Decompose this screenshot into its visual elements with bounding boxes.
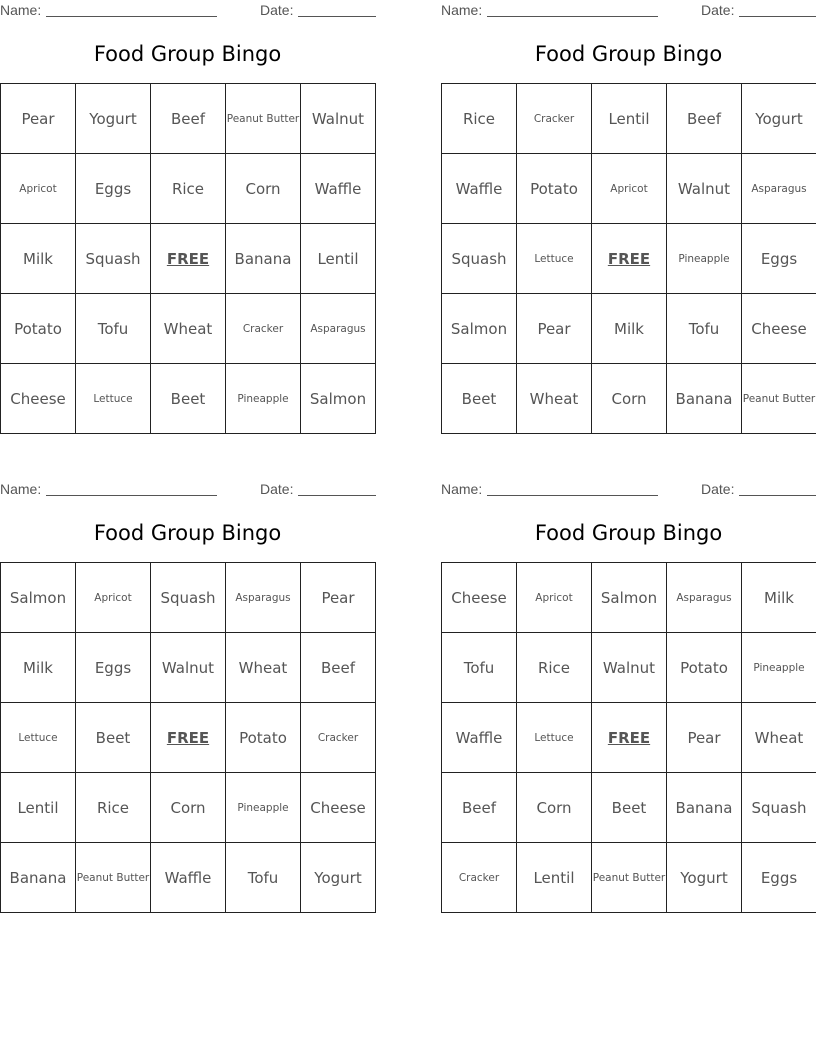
bingo-cell[interactable]: Rice xyxy=(151,154,226,224)
bingo-cell[interactable]: Waffle xyxy=(442,154,517,224)
bingo-cell[interactable]: Beet xyxy=(76,703,151,773)
bingo-cell[interactable]: Lentil xyxy=(592,84,667,154)
name-date-row xyxy=(0,0,375,20)
date-field-line[interactable] xyxy=(739,495,816,496)
bingo-row xyxy=(442,773,816,843)
bingo-cell[interactable]: Walnut xyxy=(592,633,667,703)
bingo-cell[interactable]: Apricot xyxy=(1,154,76,224)
bingo-cell[interactable]: Beef xyxy=(301,633,376,703)
bingo-cell[interactable]: Potato xyxy=(1,294,76,364)
bingo-cell[interactable]: Walnut xyxy=(667,154,742,224)
bingo-cell[interactable]: Squash xyxy=(151,563,226,633)
date-label: Date: xyxy=(701,481,735,497)
bingo-cell[interactable]: Waffle xyxy=(442,703,517,773)
bingo-cell[interactable]: Waffle xyxy=(301,154,376,224)
bingo-row xyxy=(1,294,376,364)
bingo-cell[interactable]: Lettuce xyxy=(517,703,592,773)
bingo-cell[interactable]: Peanut Butter xyxy=(592,843,667,913)
bingo-cell[interactable]: Peanut Butter xyxy=(742,364,816,434)
bingo-row xyxy=(442,703,816,773)
bingo-cell[interactable]: Tofu xyxy=(442,633,517,703)
bingo-cell[interactable]: Asparagus xyxy=(742,154,816,224)
bingo-cell[interactable]: Tofu xyxy=(667,294,742,364)
bingo-cell[interactable]: Potato xyxy=(517,154,592,224)
bingo-cell[interactable]: Eggs xyxy=(76,154,151,224)
bingo-cell[interactable]: Cheese xyxy=(301,773,376,843)
bingo-cell[interactable]: Lentil xyxy=(1,773,76,843)
bingo-cell[interactable]: Milk xyxy=(1,224,76,294)
bingo-cell[interactable]: Lettuce xyxy=(1,703,76,773)
bingo-row xyxy=(1,633,376,703)
bingo-grid xyxy=(0,83,376,434)
bingo-cell[interactable]: Yogurt xyxy=(667,843,742,913)
bingo-row xyxy=(442,364,816,434)
bingo-cell[interactable]: Asparagus xyxy=(667,563,742,633)
name-date-row xyxy=(441,479,816,499)
bingo-cell[interactable]: Apricot xyxy=(76,563,151,633)
name-date-row xyxy=(0,479,375,499)
name-label: Name: xyxy=(441,2,483,18)
bingo-cell[interactable]: Cheese xyxy=(442,563,517,633)
bingo-cell[interactable]: Pineapple xyxy=(226,364,301,434)
bingo-cell[interactable]: Corn xyxy=(226,154,301,224)
bingo-cell[interactable]: Wheat xyxy=(517,364,592,434)
bingo-row xyxy=(1,563,376,633)
name-label: Name: xyxy=(0,481,42,497)
bingo-cell[interactable]: Lentil xyxy=(301,224,376,294)
bingo-cell[interactable]: Cracker xyxy=(226,294,301,364)
bingo-cell[interactable]: Squash xyxy=(76,224,151,294)
bingo-cell[interactable]: Banana xyxy=(667,773,742,843)
bingo-cell[interactable]: Potato xyxy=(226,703,301,773)
name-date-row xyxy=(441,0,816,20)
bingo-cell[interactable]: Corn xyxy=(517,773,592,843)
bingo-row xyxy=(442,154,816,224)
bingo-cell[interactable]: Wheat xyxy=(742,703,816,773)
bingo-cell[interactable]: Apricot xyxy=(517,563,592,633)
bingo-cell[interactable]: Wheat xyxy=(151,294,226,364)
bingo-cell[interactable]: Potato xyxy=(667,633,742,703)
card-title: Food Group Bingo xyxy=(534,521,723,545)
bingo-cell[interactable]: Squash xyxy=(742,773,816,843)
bingo-cell[interactable]: Eggs xyxy=(76,633,151,703)
name-field-line[interactable] xyxy=(46,495,217,496)
bingo-cell[interactable]: Pear xyxy=(667,703,742,773)
name-field-line[interactable] xyxy=(487,16,658,17)
bingo-cell[interactable]: Banana xyxy=(667,364,742,434)
bingo-row xyxy=(442,843,816,913)
bingo-cell[interactable]: Banana xyxy=(1,843,76,913)
bingo-cell[interactable]: Asparagus xyxy=(301,294,376,364)
bingo-grid xyxy=(441,562,816,913)
bingo-cell[interactable]: Eggs xyxy=(742,224,816,294)
bingo-card xyxy=(0,0,375,435)
bingo-grid xyxy=(0,562,376,913)
name-label: Name: xyxy=(0,2,42,18)
bingo-cell[interactable]: Beet xyxy=(151,364,226,434)
bingo-cell[interactable]: Cracker xyxy=(301,703,376,773)
bingo-row xyxy=(1,154,376,224)
bingo-cell[interactable]: Salmon xyxy=(301,364,376,434)
bingo-cell[interactable]: Walnut xyxy=(151,633,226,703)
name-label: Name: xyxy=(441,481,483,497)
name-field-line[interactable] xyxy=(487,495,658,496)
bingo-cell[interactable]: Lentil xyxy=(517,843,592,913)
free-space-cell[interactable]: FREE xyxy=(151,224,226,294)
bingo-row xyxy=(1,703,376,773)
bingo-cell[interactable]: Yogurt xyxy=(76,84,151,154)
bingo-card xyxy=(0,479,375,914)
bingo-cell[interactable]: Yogurt xyxy=(742,84,816,154)
bingo-cell[interactable]: Pineapple xyxy=(226,773,301,843)
free-space-cell[interactable]: FREE xyxy=(592,224,667,294)
bingo-grid xyxy=(441,83,816,434)
bingo-cell[interactable]: Salmon xyxy=(592,563,667,633)
bingo-cell[interactable]: Waffle xyxy=(151,843,226,913)
bingo-cell[interactable]: Rice xyxy=(442,84,517,154)
bingo-row xyxy=(442,84,816,154)
name-field-line[interactable] xyxy=(46,16,217,17)
bingo-row xyxy=(442,294,816,364)
bingo-cell[interactable]: Salmon xyxy=(442,294,517,364)
bingo-cell[interactable]: Beet xyxy=(442,364,517,434)
bingo-cell[interactable]: Eggs xyxy=(742,843,816,913)
free-space-cell[interactable]: FREE xyxy=(151,703,226,773)
bingo-row xyxy=(442,563,816,633)
bingo-cell[interactable]: Beef xyxy=(151,84,226,154)
bingo-cell[interactable]: Cracker xyxy=(517,84,592,154)
bingo-cell[interactable]: Salmon xyxy=(1,563,76,633)
bingo-cell[interactable]: Peanut Butter xyxy=(226,84,301,154)
bingo-cell[interactable]: Pineapple xyxy=(742,633,816,703)
bingo-cell[interactable]: Pineapple xyxy=(667,224,742,294)
bingo-cell[interactable]: Corn xyxy=(151,773,226,843)
bingo-cell[interactable]: Beef xyxy=(667,84,742,154)
bingo-row xyxy=(1,773,376,843)
bingo-cell[interactable]: Milk xyxy=(1,633,76,703)
bingo-cell[interactable]: Cheese xyxy=(1,364,76,434)
date-label: Date: xyxy=(260,2,294,18)
date-field-line[interactable] xyxy=(739,16,816,17)
date-label: Date: xyxy=(701,2,735,18)
bingo-cell[interactable]: Squash xyxy=(442,224,517,294)
bingo-cell[interactable]: Yogurt xyxy=(301,843,376,913)
bingo-cell[interactable]: Wheat xyxy=(226,633,301,703)
bingo-row xyxy=(1,84,376,154)
bingo-cell[interactable]: Pear xyxy=(1,84,76,154)
bingo-cell[interactable]: Lettuce xyxy=(517,224,592,294)
card-title: Food Group Bingo xyxy=(93,42,282,66)
free-space-cell[interactable]: FREE xyxy=(592,703,667,773)
bingo-row xyxy=(1,224,376,294)
bingo-cell[interactable]: Milk xyxy=(742,563,816,633)
bingo-cell[interactable]: Corn xyxy=(592,364,667,434)
bingo-cell[interactable]: Lettuce xyxy=(76,364,151,434)
bingo-cell[interactable]: Pear xyxy=(301,563,376,633)
bingo-row xyxy=(1,843,376,913)
date-field-line[interactable] xyxy=(298,495,376,496)
card-title: Food Group Bingo xyxy=(93,521,282,545)
date-field-line[interactable] xyxy=(298,16,376,17)
bingo-row xyxy=(1,364,376,434)
bingo-cell[interactable]: Peanut Butter xyxy=(76,843,151,913)
bingo-cell[interactable]: Asparagus xyxy=(226,563,301,633)
bingo-row xyxy=(442,224,816,294)
bingo-cell[interactable]: Pear xyxy=(517,294,592,364)
bingo-row xyxy=(442,633,816,703)
bingo-cell[interactable]: Rice xyxy=(76,773,151,843)
bingo-cell[interactable]: Walnut xyxy=(301,84,376,154)
bingo-cell[interactable]: Tofu xyxy=(76,294,151,364)
bingo-cell[interactable]: Beef xyxy=(442,773,517,843)
bingo-cell[interactable]: Apricot xyxy=(592,154,667,224)
bingo-cell[interactable]: Milk xyxy=(592,294,667,364)
bingo-cell[interactable]: Banana xyxy=(226,224,301,294)
bingo-cell[interactable]: Cheese xyxy=(742,294,816,364)
bingo-cell[interactable]: Tofu xyxy=(226,843,301,913)
bingo-card xyxy=(441,0,816,435)
bingo-cell[interactable]: Rice xyxy=(517,633,592,703)
bingo-card xyxy=(441,479,816,914)
bingo-cell[interactable]: Cracker xyxy=(442,843,517,913)
card-title: Food Group Bingo xyxy=(534,42,723,66)
date-label: Date: xyxy=(260,481,294,497)
bingo-cell[interactable]: Beet xyxy=(592,773,667,843)
